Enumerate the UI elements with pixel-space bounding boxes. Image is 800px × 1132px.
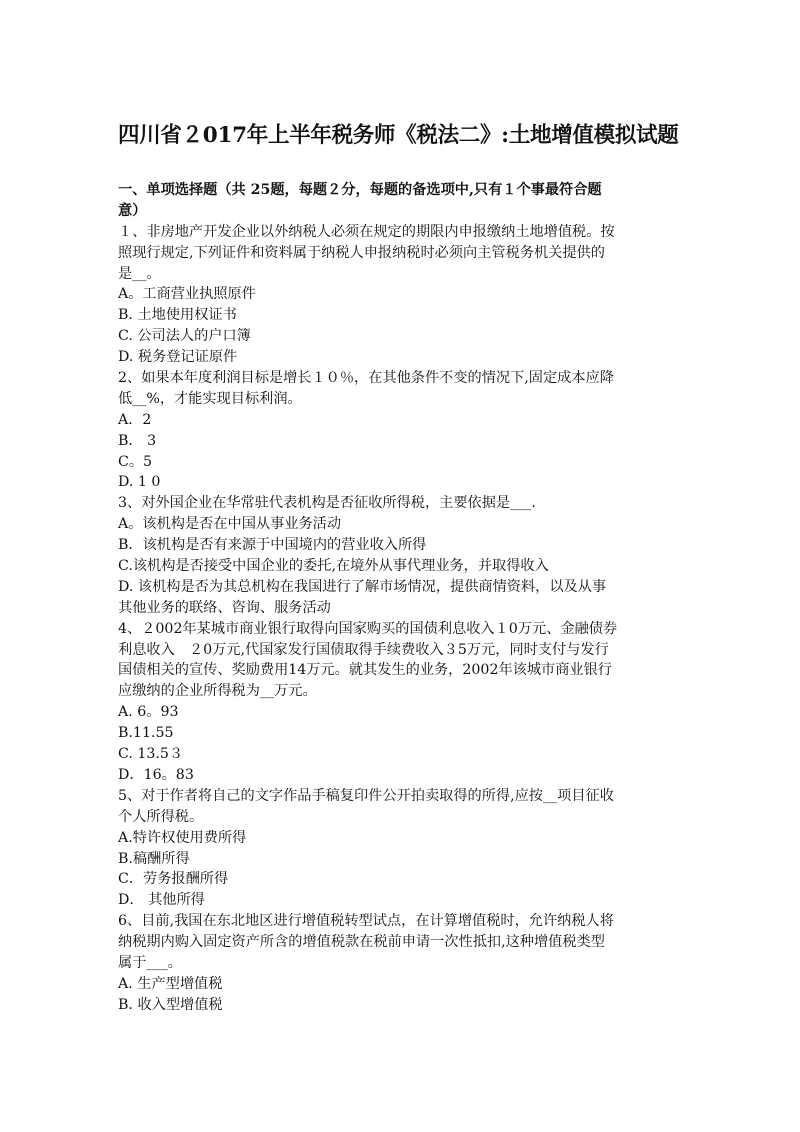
option-b: B. 土地使用权证书 (118, 307, 237, 324)
option-b: B. 收入型增值税 (118, 996, 223, 1013)
section-header: 意） (118, 202, 147, 219)
question-stem: 4、２002年某城市商业银行取得向国家购买的国债利息收入１0万元、金融债券 (118, 620, 618, 637)
document-title: 四川省２017年上半年税务师《税法二》:土地增值模拟试题 (118, 123, 679, 148)
option-a: A。工商营业执照原件 (118, 286, 256, 303)
question-stem: 2、如果本年度利润目标是增长１０％，在其他条件不变的情况下,固定成本应降 (118, 370, 614, 387)
option-c: C. 13.5３ (118, 746, 184, 763)
document-body (118, 180, 698, 1016)
question-6 (118, 911, 698, 1015)
question-stem: 纳税期内购入固定资产所含的增值税款在税前申请一次性抵扣,这种增值税类型 (118, 934, 605, 951)
option-a: A.特许权使用费所得 (118, 829, 247, 846)
question-stem: 照现行规定,下列证件和资料属于纳税人申报纳税时必须向主管税务机关提供的 (118, 244, 605, 261)
option-d-continued: 其他业务的联络、咨询、服务活动 (118, 599, 331, 616)
question-1 (118, 222, 698, 368)
question-stem: 国债相关的宣传、奖励费用14万元。就其发生的业务，2002年该城市商业银行 (118, 662, 612, 679)
question-4 (118, 619, 698, 786)
option-d: D. 1 0 (118, 474, 161, 491)
option-a: A．2 (118, 411, 152, 428)
question-5 (118, 786, 698, 911)
question-stem: 个人所得税。 (118, 808, 204, 825)
option-b: B．该机构是否有来源于中国境内的营业收入所得 (118, 537, 427, 554)
option-a: A. 6。93 (118, 704, 179, 721)
option-b: B． 3 (118, 432, 157, 449)
question-stem: １、非房地产开发企业以外纳税人必须在规定的期限内申报缴纳土地增值税。按 (118, 223, 615, 240)
option-d: D． 其他所得 (118, 892, 205, 909)
option-d: D．16。83 (118, 766, 194, 783)
question-3 (118, 493, 698, 618)
option-c: C。5 (118, 453, 153, 470)
option-c: C.该机构是否接受中国企业的委托,在境外从事代理业务，并取得收入 (118, 558, 549, 575)
option-a: A。该机构是否在中国从事业务活动 (118, 516, 342, 533)
question-stem: 5、对于作者将自己的文字作品手稿复印件公开拍卖取得的所得,应按__项目征收 (118, 787, 614, 804)
question-stem: 属于___。 (118, 954, 182, 971)
question-stem: 利息收入 ２0万元,代国家发行国债取得手续费收入３5万元，同时支付与发行 (118, 641, 609, 658)
option-b: B.11.55 (118, 725, 174, 742)
option-d: D. 税务登记证原件 (118, 349, 238, 366)
question-stem: 应缴纳的企业所得税为__万元。 (118, 683, 317, 700)
question-stem: 是__。 (118, 265, 161, 282)
option-c: C．劳务报酬所得 (118, 871, 229, 888)
question-stem: 6、目前,我国在东北地区进行增值税转型试点，在计算增值税时，允许纳税人将 (118, 913, 614, 930)
question-2 (118, 368, 698, 493)
option-b: B.稿酬所得 (118, 850, 190, 867)
section-header: 一、单项选择题（共 25题，每题２分，每题的备选项中,只有１个事最符合题 (118, 182, 602, 198)
option-d: D. 该机构是否为其总机构在我国进行了解市场情况，提供商情资料，以及从事 (118, 578, 607, 595)
option-a: A. 生产型增值税 (118, 975, 223, 992)
question-stem: 低__%，才能实现目标利润。 (118, 390, 302, 407)
question-stem: 3、对外国企业在华常驻代表机构是否征收所得税，主要依据是___. (118, 495, 536, 512)
option-c: C. 公司法人的户口簿 (118, 328, 251, 345)
